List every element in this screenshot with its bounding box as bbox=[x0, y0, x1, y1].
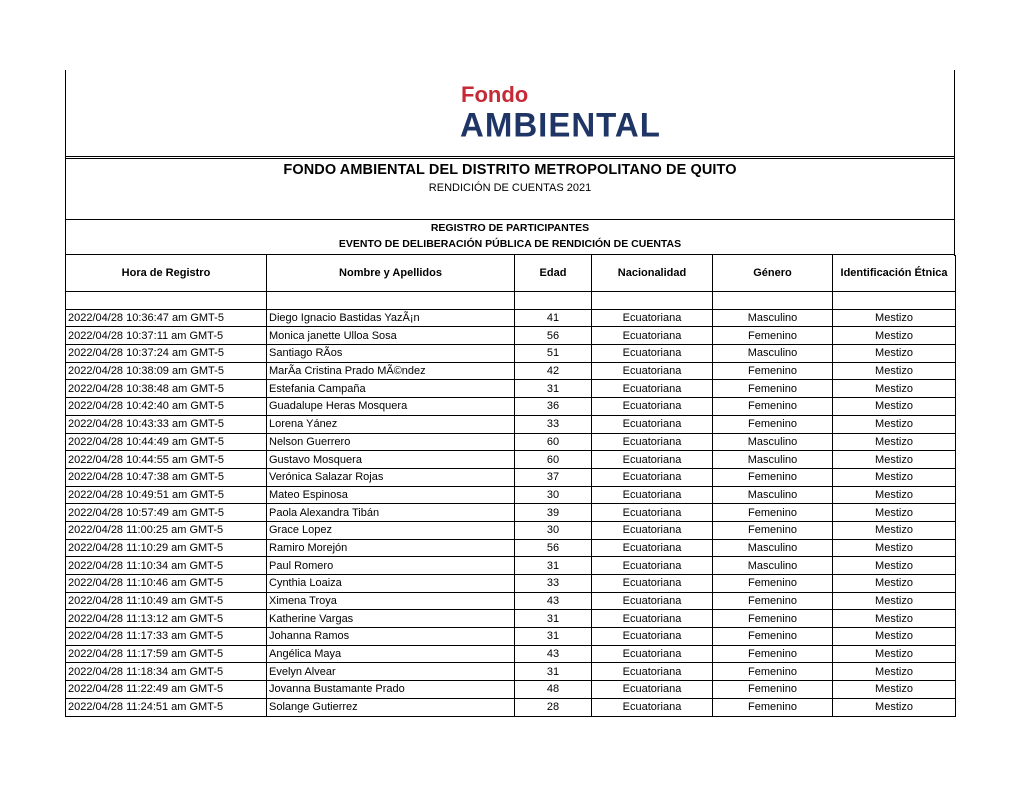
logo bbox=[65, 70, 955, 156]
cell-full-name: Katherine Vargas bbox=[267, 610, 515, 628]
cell-age: 43 bbox=[515, 645, 592, 663]
registry-title: REGISTRO DE PARTICIPANTES bbox=[430, 222, 590, 234]
cell-nationality: Ecuatoriana bbox=[592, 610, 713, 628]
cell-nationality: Ecuatoriana bbox=[592, 557, 713, 575]
column-header: Identificación Étnica bbox=[833, 255, 956, 292]
cell-ethnicity: Mestizo bbox=[833, 681, 956, 699]
cell-registration-time: 2022/04/28 11:10:29 am GMT-5 bbox=[66, 539, 267, 557]
cell-ethnicity: Mestizo bbox=[833, 645, 956, 663]
cell-ethnicity: Mestizo bbox=[833, 628, 956, 646]
cell-full-name: MarÃa Cristina Prado MÃ©ndez bbox=[267, 362, 515, 380]
column-header: Nacionalidad bbox=[592, 255, 713, 292]
cell-gender: Femenino bbox=[713, 468, 833, 486]
cell-nationality: Ecuatoriana bbox=[592, 309, 713, 327]
cell-ethnicity: Mestizo bbox=[833, 539, 956, 557]
column-header: Edad bbox=[515, 255, 592, 292]
cell-gender: Masculino bbox=[713, 486, 833, 504]
cell-gender: Femenino bbox=[713, 398, 833, 416]
cell-registration-time: 2022/04/28 10:57:49 am GMT-5 bbox=[66, 504, 267, 522]
cell-full-name: Mateo Espinosa bbox=[267, 486, 515, 504]
cell-full-name: Estefania Campaña bbox=[267, 380, 515, 398]
cell-age: 56 bbox=[515, 327, 592, 345]
table-row bbox=[66, 362, 956, 380]
cell-nationality: Ecuatoriana bbox=[592, 504, 713, 522]
cell-full-name: Angélica Maya bbox=[267, 645, 515, 663]
cell-age: 51 bbox=[515, 345, 592, 363]
cell-ethnicity: Mestizo bbox=[833, 486, 956, 504]
cell-nationality: Ecuatoriana bbox=[592, 362, 713, 380]
cell-ethnicity: Mestizo bbox=[833, 575, 956, 593]
cell-full-name: Johanna Ramos bbox=[267, 628, 515, 646]
cell-age: 31 bbox=[515, 610, 592, 628]
table-row bbox=[66, 628, 956, 646]
divider-double-top bbox=[65, 156, 955, 157]
cell-ethnicity: Mestizo bbox=[833, 663, 956, 681]
cell-full-name: Monica janette Ulloa Sosa bbox=[267, 327, 515, 345]
cell-ethnicity: Mestizo bbox=[833, 592, 956, 610]
cell-registration-time: 2022/04/28 10:38:09 am GMT-5 bbox=[66, 362, 267, 380]
cell-age: 31 bbox=[515, 557, 592, 575]
table-row bbox=[66, 451, 956, 469]
cell-gender: Femenino bbox=[713, 362, 833, 380]
cell-age: 30 bbox=[515, 486, 592, 504]
cell-registration-time: 2022/04/28 11:18:34 am GMT-5 bbox=[66, 663, 267, 681]
cell-full-name: Solange Gutierrez bbox=[267, 698, 515, 716]
cell-gender: Masculino bbox=[713, 539, 833, 557]
cell-ethnicity: Mestizo bbox=[833, 362, 956, 380]
document-sheet bbox=[65, 70, 955, 714]
table-row bbox=[66, 380, 956, 398]
cell-gender: Masculino bbox=[713, 451, 833, 469]
cell-gender: Femenino bbox=[713, 521, 833, 539]
cell-gender: Femenino bbox=[713, 592, 833, 610]
table-row bbox=[66, 468, 956, 486]
cell-ethnicity: Mestizo bbox=[833, 557, 956, 575]
cell-age: 31 bbox=[515, 663, 592, 681]
cell-gender: Masculino bbox=[713, 433, 833, 451]
column-header: Nombre y Apellidos bbox=[267, 255, 515, 292]
cell-ethnicity: Mestizo bbox=[833, 398, 956, 416]
cell-gender: Femenino bbox=[713, 610, 833, 628]
cell-age: 33 bbox=[515, 575, 592, 593]
table-row bbox=[66, 645, 956, 663]
cell-full-name: Cynthia Loaiza bbox=[267, 575, 515, 593]
divider-double-bottom bbox=[65, 158, 955, 159]
cell-nationality: Ecuatoriana bbox=[592, 345, 713, 363]
cell-nationality: Ecuatoriana bbox=[592, 468, 713, 486]
cell-nationality: Ecuatoriana bbox=[592, 663, 713, 681]
document-subtitle: RENDICIÓN DE CUENTAS 2021 bbox=[428, 182, 592, 194]
cell-gender: Femenino bbox=[713, 628, 833, 646]
table-row bbox=[66, 433, 956, 451]
cell-registration-time: 2022/04/28 10:47:38 am GMT-5 bbox=[66, 468, 267, 486]
cell-full-name: Santiago RÃos bbox=[267, 345, 515, 363]
cell-age: 41 bbox=[515, 309, 592, 327]
cell-gender: Femenino bbox=[713, 504, 833, 522]
cell-age: 48 bbox=[515, 681, 592, 699]
cell-gender: Femenino bbox=[713, 575, 833, 593]
cell-age: 33 bbox=[515, 415, 592, 433]
participants-table bbox=[65, 255, 956, 717]
cell-full-name: Grace Lopez bbox=[267, 521, 515, 539]
cell-full-name: Ximena Troya bbox=[267, 592, 515, 610]
cell-registration-time: 2022/04/28 10:49:51 am GMT-5 bbox=[66, 486, 267, 504]
cell-age: 36 bbox=[515, 398, 592, 416]
cell-age: 60 bbox=[515, 451, 592, 469]
cell-age: 39 bbox=[515, 504, 592, 522]
column-header: Hora de Registro bbox=[66, 255, 267, 292]
table-row bbox=[66, 663, 956, 681]
cell-age: 37 bbox=[515, 468, 592, 486]
cell-ethnicity: Mestizo bbox=[833, 698, 956, 716]
cell-registration-time: 2022/04/28 10:37:11 am GMT-5 bbox=[66, 327, 267, 345]
cell-registration-time: 2022/04/28 11:10:46 am GMT-5 bbox=[66, 575, 267, 593]
cell-registration-time: 2022/04/28 11:24:51 am GMT-5 bbox=[66, 698, 267, 716]
cell-nationality: Ecuatoriana bbox=[592, 592, 713, 610]
cell-gender: Masculino bbox=[713, 345, 833, 363]
cell-ethnicity: Mestizo bbox=[833, 468, 956, 486]
cell-age: 31 bbox=[515, 628, 592, 646]
cell-registration-time: 2022/04/28 11:10:49 am GMT-5 bbox=[66, 592, 267, 610]
cell-full-name: Nelson Guerrero bbox=[267, 433, 515, 451]
cell-nationality: Ecuatoriana bbox=[592, 327, 713, 345]
cell-registration-time: 2022/04/28 10:38:48 am GMT-5 bbox=[66, 380, 267, 398]
cell-nationality: Ecuatoriana bbox=[592, 415, 713, 433]
cell-gender: Femenino bbox=[713, 663, 833, 681]
cell-age: 28 bbox=[515, 698, 592, 716]
table-header-row bbox=[66, 255, 956, 292]
cell-nationality: Ecuatoriana bbox=[592, 575, 713, 593]
cell-registration-time: 2022/04/28 10:36:47 am GMT-5 bbox=[66, 309, 267, 327]
cell-full-name: Paul Romero bbox=[267, 557, 515, 575]
cell-gender: Femenino bbox=[713, 645, 833, 663]
cell-age: 30 bbox=[515, 521, 592, 539]
cell-registration-time: 2022/04/28 11:17:33 am GMT-5 bbox=[66, 628, 267, 646]
table-row bbox=[66, 575, 956, 593]
cell-ethnicity: Mestizo bbox=[833, 521, 956, 539]
table-row bbox=[66, 327, 956, 345]
cell-registration-time: 2022/04/28 11:00:25 am GMT-5 bbox=[66, 521, 267, 539]
cell-nationality: Ecuatoriana bbox=[592, 486, 713, 504]
cell-full-name: Ramiro Morejón bbox=[267, 539, 515, 557]
cell-full-name: Gustavo Mosquera bbox=[267, 451, 515, 469]
cell-age: 43 bbox=[515, 592, 592, 610]
table-row bbox=[66, 309, 956, 327]
cell-gender: Masculino bbox=[713, 557, 833, 575]
table-row bbox=[66, 681, 956, 699]
cell-age: 56 bbox=[515, 539, 592, 557]
cell-gender: Femenino bbox=[713, 327, 833, 345]
cell-nationality: Ecuatoriana bbox=[592, 451, 713, 469]
cell-nationality: Ecuatoriana bbox=[592, 645, 713, 663]
cell-gender: Femenino bbox=[713, 380, 833, 398]
cell-ethnicity: Mestizo bbox=[833, 380, 956, 398]
column-header: Género bbox=[713, 255, 833, 292]
cell-full-name: Guadalupe Heras Mosquera bbox=[267, 398, 515, 416]
document-title: FONDO AMBIENTAL DEL DISTRITO METROPOLITANO DE QUITO bbox=[283, 162, 737, 178]
cell-full-name: Diego Ignacio Bastidas YazÃ¡n bbox=[267, 309, 515, 327]
cell-registration-time: 2022/04/28 10:44:49 am GMT-5 bbox=[66, 433, 267, 451]
table-row bbox=[66, 398, 956, 416]
table-row bbox=[66, 504, 956, 522]
cell-gender: Femenino bbox=[713, 698, 833, 716]
cell-nationality: Ecuatoriana bbox=[592, 398, 713, 416]
table-row bbox=[66, 557, 956, 575]
cell-gender: Femenino bbox=[713, 415, 833, 433]
cell-registration-time: 2022/04/28 10:42:40 am GMT-5 bbox=[66, 398, 267, 416]
cell-age: 42 bbox=[515, 362, 592, 380]
table-row bbox=[66, 345, 956, 363]
cell-gender: Femenino bbox=[713, 681, 833, 699]
cell-registration-time: 2022/04/28 11:22:49 am GMT-5 bbox=[66, 681, 267, 699]
cell-full-name: Jovanna Bustamante Prado bbox=[267, 681, 515, 699]
cell-nationality: Ecuatoriana bbox=[592, 521, 713, 539]
logo-text-ambiental: AMBIENTAL bbox=[460, 105, 661, 144]
cell-registration-time: 2022/04/28 11:10:34 am GMT-5 bbox=[66, 557, 267, 575]
cell-ethnicity: Mestizo bbox=[833, 433, 956, 451]
cell-nationality: Ecuatoriana bbox=[592, 681, 713, 699]
cell-age: 60 bbox=[515, 433, 592, 451]
cell-nationality: Ecuatoriana bbox=[592, 628, 713, 646]
table-row bbox=[66, 486, 956, 504]
table-row bbox=[66, 698, 956, 716]
cell-registration-time: 2022/04/28 10:43:33 am GMT-5 bbox=[66, 415, 267, 433]
cell-nationality: Ecuatoriana bbox=[592, 433, 713, 451]
logo-text-fondo: Fondo bbox=[461, 82, 529, 107]
cell-ethnicity: Mestizo bbox=[833, 415, 956, 433]
cell-nationality: Ecuatoriana bbox=[592, 698, 713, 716]
cell-registration-time: 2022/04/28 11:13:12 am GMT-5 bbox=[66, 610, 267, 628]
cell-ethnicity: Mestizo bbox=[833, 610, 956, 628]
cell-full-name: Paola Alexandra Tibán bbox=[267, 504, 515, 522]
cell-full-name: Evelyn Alvear bbox=[267, 663, 515, 681]
divider-section bbox=[65, 219, 955, 220]
cell-ethnicity: Mestizo bbox=[833, 309, 956, 327]
cell-age: 31 bbox=[515, 380, 592, 398]
cell-registration-time: 2022/04/28 10:44:55 am GMT-5 bbox=[66, 451, 267, 469]
cell-ethnicity: Mestizo bbox=[833, 327, 956, 345]
cell-full-name: Verónica Salazar Rojas bbox=[267, 468, 515, 486]
cell-ethnicity: Mestizo bbox=[833, 451, 956, 469]
table-row bbox=[66, 539, 956, 557]
cell-full-name: Lorena Yánez bbox=[267, 415, 515, 433]
cell-ethnicity: Mestizo bbox=[833, 504, 956, 522]
spacer-row bbox=[66, 292, 956, 310]
cell-registration-time: 2022/04/28 11:17:59 am GMT-5 bbox=[66, 645, 267, 663]
cell-gender: Masculino bbox=[713, 309, 833, 327]
cell-nationality: Ecuatoriana bbox=[592, 380, 713, 398]
table-row bbox=[66, 415, 956, 433]
cell-registration-time: 2022/04/28 10:37:24 am GMT-5 bbox=[66, 345, 267, 363]
table-row bbox=[66, 610, 956, 628]
cell-nationality: Ecuatoriana bbox=[592, 539, 713, 557]
event-title: EVENTO DE DELIBERACIÓN PÚBLICA DE RENDICIÓN DE CUENTAS bbox=[338, 238, 682, 250]
cell-ethnicity: Mestizo bbox=[833, 345, 956, 363]
table-row bbox=[66, 521, 956, 539]
table-row bbox=[66, 592, 956, 610]
